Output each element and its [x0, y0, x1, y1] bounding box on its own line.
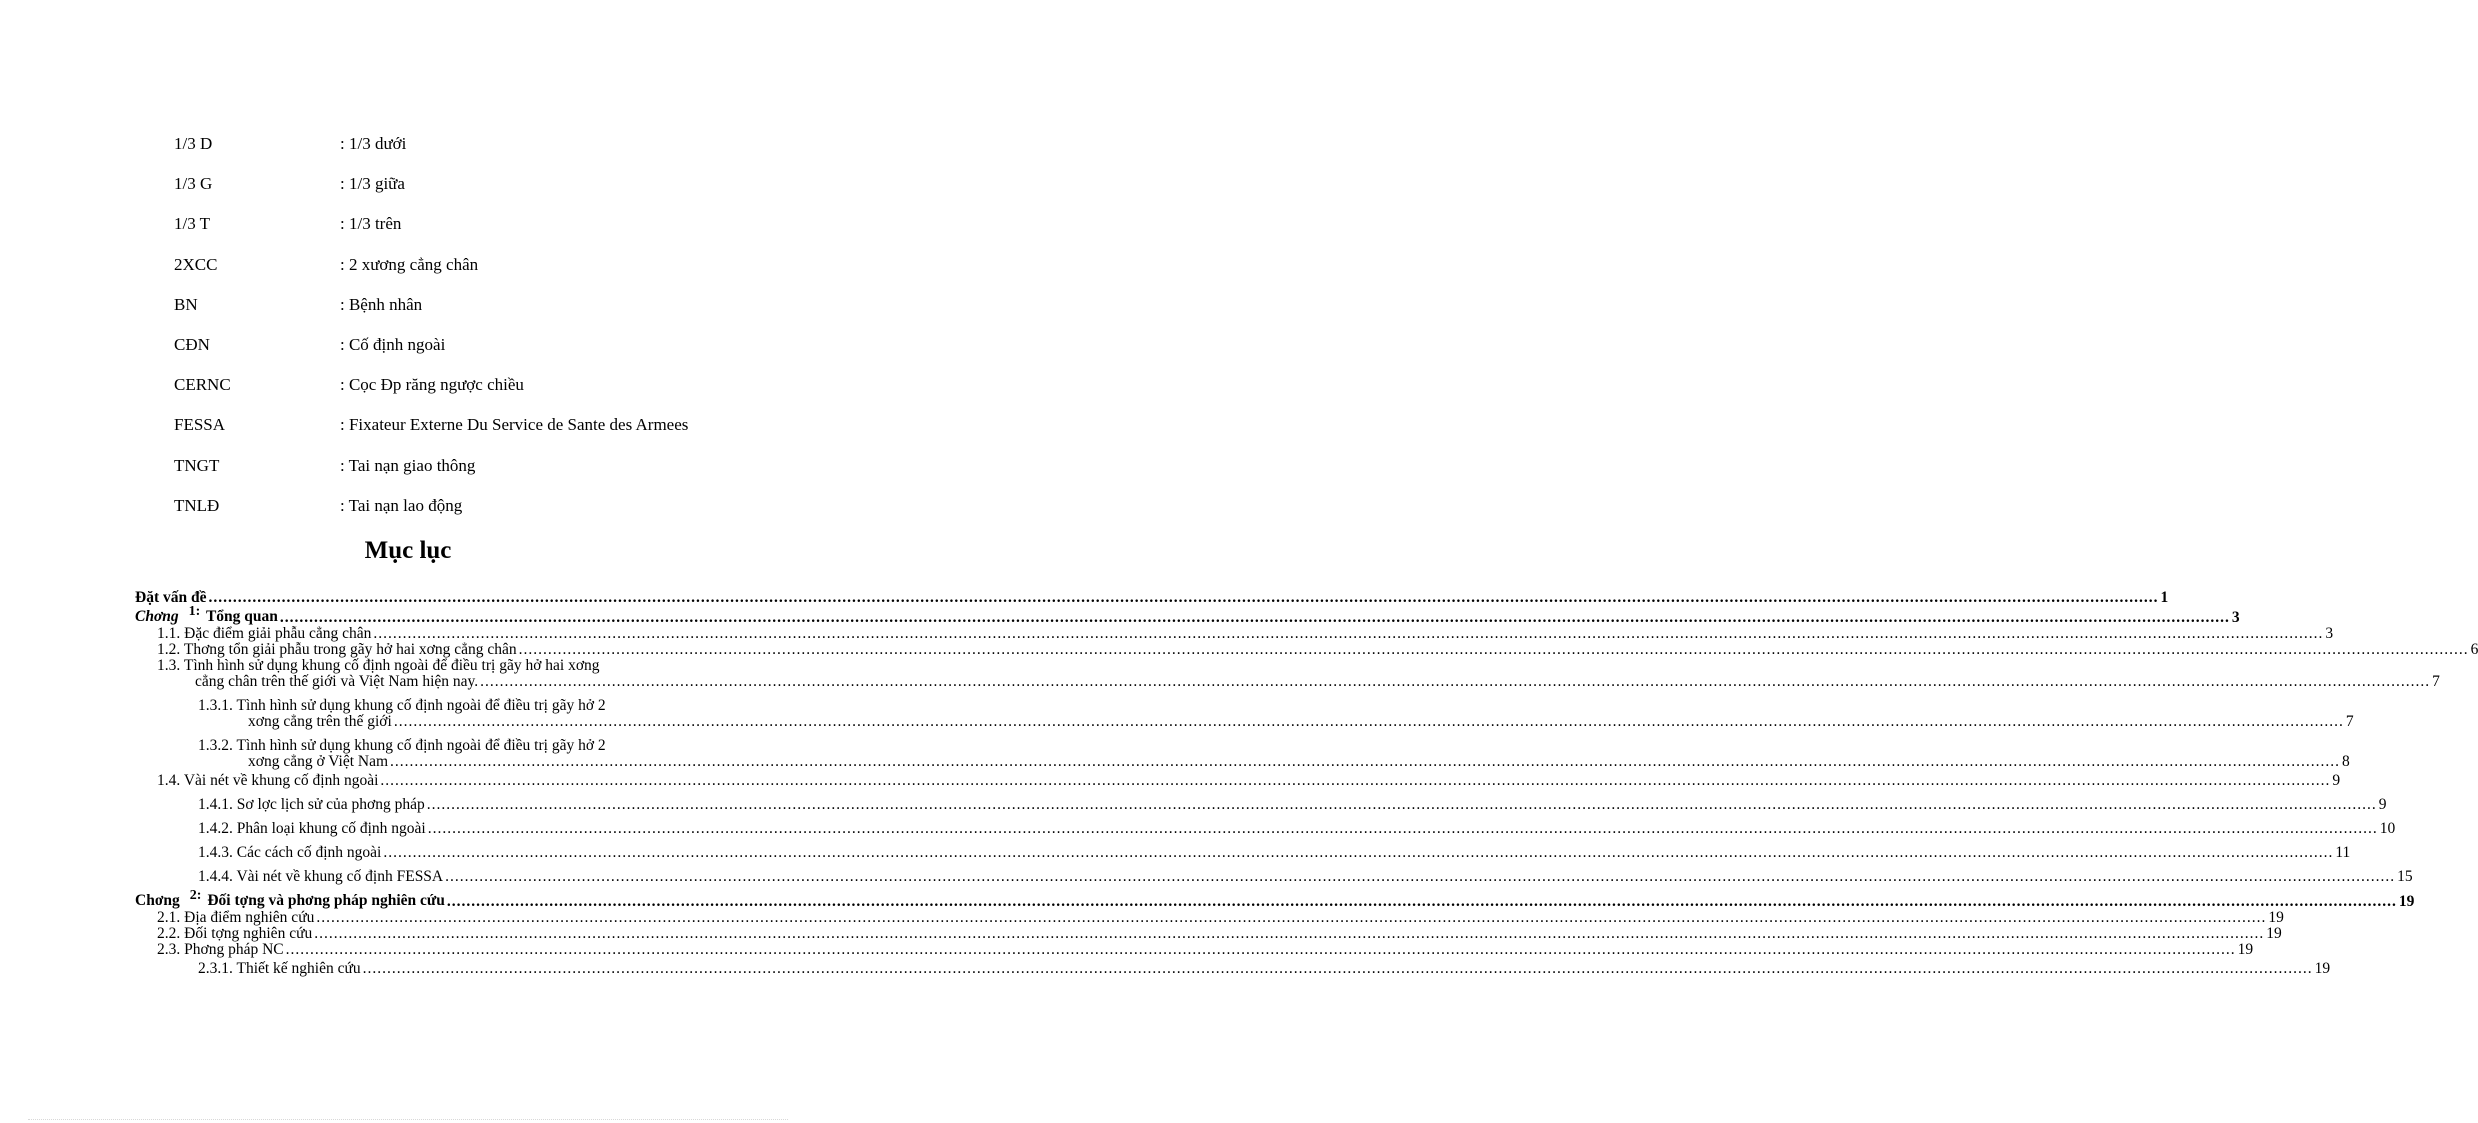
toc-entry[interactable] — [135, 941, 2254, 958]
toc-page-number: 3 — [2325, 625, 2334, 642]
abbreviation-term: 1/3 T — [174, 214, 211, 234]
toc-page-number: 19 — [2266, 925, 2282, 942]
abbreviation-row — [174, 133, 774, 173]
toc-page-number: 7 — [2432, 673, 2440, 690]
toc-entry-text: 1.2. Thơng tổn giải phẫu trong gãy hở hai xơng cẳng chân — [157, 641, 517, 658]
chapter-title: Đối tợng và phơng pháp nghiên cứu — [207, 892, 445, 909]
toc-entry[interactable] — [135, 960, 2331, 977]
abbreviation-definition: : Tai nạn giao thông — [340, 455, 476, 475]
toc-entry-text — [135, 604, 278, 626]
toc-entry[interactable] — [135, 925, 2282, 942]
toc-entry[interactable] — [135, 796, 2387, 813]
abbreviation-term: 1/3 G — [174, 174, 213, 194]
abbreviation-definition: : Cọc Đp răng ngược chiều — [340, 375, 524, 395]
toc-entry[interactable] — [135, 657, 2440, 690]
abbreviation-row — [174, 374, 774, 414]
toc-entry[interactable] — [135, 772, 2341, 789]
toc-entry-text: 1.1. Đặc điểm giải phẫu cẳng chân — [157, 625, 372, 642]
toc-entry-text: cẳng chân trên thế giới và Việt Nam hiện nay. — [195, 673, 479, 690]
toc-entry-chapter-1[interactable] — [135, 604, 2240, 626]
toc-leader-dots: ................................................................................................................................................................................................................................................................................................................................................................................................................ — [314, 925, 2265, 942]
toc-leader-dots: ................................................................................................................................................................................................................................................................................................................................................................................................................ — [480, 673, 2431, 690]
toc-entry[interactable] — [135, 641, 2478, 658]
toc-leader-dots: ................................................................................................................................................................................................................................................................................................................................................................................................................ — [362, 960, 2313, 977]
abbreviation-term: CĐN — [174, 334, 210, 354]
toc-entry-text — [135, 888, 445, 910]
toc-page-number: 7 — [2345, 713, 2354, 730]
toc-leader-dots: ................................................................................................................................................................................................................................................................................................................................................................................................................ — [208, 589, 2159, 606]
toc-entry-text: 1.4.1. Sơ lợc lịch sử của phơng pháp — [198, 796, 425, 813]
toc-page-number: 10 — [2379, 820, 2396, 837]
abbreviation-row — [174, 294, 774, 334]
toc-entry-intro[interactable] — [135, 589, 2169, 606]
toc-entry-text: 1.4.4. Vài nét về khung cố định FESSA — [198, 868, 444, 885]
toc-page-number: 9 — [2378, 796, 2387, 813]
toc-leader-dots: ................................................................................................................................................................................................................................................................................................................................................................................................................ — [518, 641, 2469, 658]
toc-leader-dots: ................................................................................................................................................................................................................................................................................................................................................................................................................ — [427, 820, 2378, 837]
abbreviation-row — [174, 455, 774, 495]
toc-entry-text: xơng cẳng trên thế giới — [248, 713, 392, 730]
abbreviation-definition: : 2 xương cẳng chân — [340, 254, 479, 274]
abbreviation-definition: : 1/3 trên — [340, 214, 402, 234]
chapter-prefix: Chơng — [135, 892, 180, 909]
abbreviation-term: 2XCC — [174, 254, 218, 274]
toc-page-number: 11 — [2335, 844, 2351, 861]
abbreviation-row — [174, 173, 774, 213]
toc-entry-text: 2.3. Phơng pháp NC — [157, 941, 284, 958]
abbreviation-row — [174, 254, 774, 294]
toc-entry-text: 2.1. Địa điểm nghiên cứu — [157, 909, 315, 926]
toc-entry[interactable] — [135, 844, 2351, 861]
page-bottom-rule — [28, 1119, 788, 1120]
toc-page-number: 6 — [2470, 641, 2478, 658]
toc-leader-dots: ................................................................................................................................................................................................................................................................................................................................................................................................................ — [390, 753, 2341, 770]
toc-entry-text-line: 1.3.2. Tình hình sử dụng khung cố định ngoài để điều trị gãy hở 2 — [198, 737, 606, 754]
toc-page-number: 8 — [2342, 753, 2350, 770]
abbreviation-term: 1/3 D — [174, 134, 213, 153]
toc-entry-text: 1.4.2. Phân loại khung cố định ngoài — [198, 820, 426, 837]
toc-page-number: 1 — [2160, 589, 2169, 606]
toc-leader-dots: ................................................................................................................................................................................................................................................................................................................................................................................................................ — [279, 609, 2230, 626]
toc-entry-text: 1.4.3. Các cách cố định ngoài — [198, 844, 382, 861]
toc-leader-dots: ................................................................................................................................................................................................................................................................................................................................................................................................................ — [445, 868, 2396, 885]
toc-page-number: 19 — [2398, 893, 2415, 910]
abbreviation-list — [174, 133, 774, 535]
toc-entry[interactable] — [135, 625, 2334, 642]
abbreviation-term: CERNC — [174, 375, 231, 395]
toc-entry[interactable] — [135, 868, 2413, 885]
abbreviation-term: TNLĐ — [174, 495, 220, 515]
toc-entry-text: 1.4. Vài nét về khung cố định ngoài — [157, 772, 379, 789]
toc-leader-dots: ................................................................................................................................................................................................................................................................................................................................................................................................................ — [373, 625, 2324, 642]
toc-entry-text-line: 1.3. Tình hình sử dụng khung cố định ngoài để điều trị gãy hở hai xơng — [157, 657, 600, 674]
abbreviation-row — [174, 414, 774, 454]
toc-leader-dots: ................................................................................................................................................................................................................................................................................................................................................................................................................ — [380, 772, 2331, 789]
toc-entry-text: 2.3.1. Thiết kế nghiên cứu — [198, 960, 361, 977]
abbreviation-term: FESSA — [174, 415, 226, 435]
toc-entry[interactable] — [135, 820, 2396, 837]
abbreviation-row — [174, 495, 774, 535]
toc-leader-dots: ................................................................................................................................................................................................................................................................................................................................................................................................................ — [446, 893, 2397, 910]
toc-entry-chapter-2[interactable] — [135, 888, 2415, 910]
abbreviation-row — [174, 213, 774, 253]
toc-page-number: 3 — [2231, 609, 2240, 626]
toc-page-number: 9 — [2332, 772, 2341, 789]
toc-title: Mục lục — [364, 537, 452, 564]
abbreviation-definition: : Tai nạn lao động — [340, 495, 463, 515]
toc-leader-dots: ................................................................................................................................................................................................................................................................................................................................................................................................................ — [426, 796, 2377, 813]
abbreviation-definition: : Cố định ngoài — [340, 334, 446, 354]
toc-page-number: 19 — [2314, 960, 2331, 977]
abbreviation-term: BN — [174, 294, 198, 314]
toc-leader-dots: ................................................................................................................................................................................................................................................................................................................................................................................................................ — [393, 713, 2344, 730]
toc-leader-dots: ................................................................................................................................................................................................................................................................................................................................................................................................................ — [285, 941, 2236, 958]
table-of-contents — [135, 589, 2478, 977]
abbreviation-row — [174, 334, 774, 374]
abbreviation-definition: : 1/3 giữa — [340, 174, 405, 194]
toc-entry[interactable] — [135, 737, 2350, 770]
toc-entry-text: 2.2. Đối tợng nghiên cứu — [157, 925, 313, 942]
toc-entry[interactable] — [135, 697, 2354, 730]
toc-leader-dots: ................................................................................................................................................................................................................................................................................................................................................................................................................ — [316, 909, 2267, 926]
toc-leader-dots: ................................................................................................................................................................................................................................................................................................................................................................................................................ — [383, 844, 2334, 861]
abbreviation-term: TNGT — [174, 455, 220, 475]
abbreviation-definition: : Bệnh nhân — [340, 294, 423, 314]
toc-page-number: 19 — [2268, 909, 2284, 926]
toc-entry[interactable] — [135, 909, 2284, 926]
toc-page-number: 15 — [2397, 868, 2413, 885]
abbreviation-definition: : 1/3 dưới — [340, 134, 407, 153]
abbreviation-definition: : Fixateur Externe Du Service de Sante des Armees — [340, 415, 689, 435]
chapter-title: Tổng quan — [205, 608, 278, 625]
toc-entry-text-line: 1.3.1. Tình hình sử dụng khung cố định ngoài để điều trị gãy hở 2 — [198, 697, 606, 714]
chapter-prefix: Chơng — [135, 608, 179, 625]
toc-entry-text: xơng cẳng ở Việt Nam — [248, 753, 389, 770]
chapter-number: 1: — [188, 604, 201, 619]
toc-entry-text: Đặt vấn đề — [135, 589, 207, 606]
toc-page-number: 19 — [2237, 941, 2254, 958]
chapter-number: 2: — [189, 888, 202, 903]
